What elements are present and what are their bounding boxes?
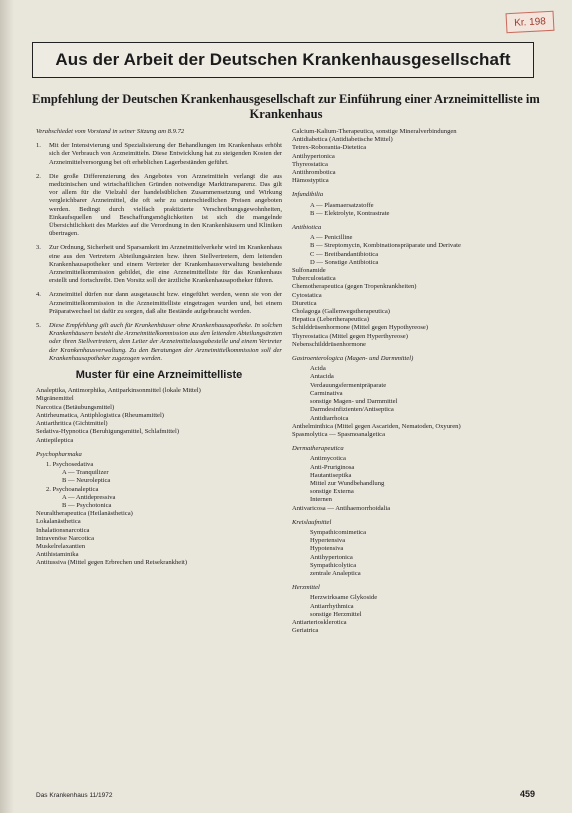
muster-heading: Muster für eine Arzneimittelliste [75, 369, 243, 382]
list-item: Sulfonamide [292, 267, 326, 275]
paragraph [36, 173, 282, 239]
list-item: Sedativa-Hypnotica (Beruhigungsmittel, Schlafmittel) [36, 428, 180, 436]
list-item: Geriatrica [292, 627, 319, 635]
list-item: Nebenschilddrüsenhormone [292, 340, 366, 348]
list-item: Antihypertonica [310, 553, 353, 561]
list-item: Antimycotica [310, 455, 346, 463]
section-herz: Herzmittel [292, 584, 320, 592]
list-item: Neuraltherapeutica (Heilanästhetica) [36, 510, 133, 518]
list-item: Cholagoga (Gallenwegstherapeutica) [292, 308, 390, 316]
list-item: Antirheumatica, Antiphlogistica (Rheumamittel) [36, 411, 164, 419]
list-item: Sympathicomimetica [310, 528, 367, 536]
drug-list-antibiotica [292, 234, 542, 349]
list-item: Hypotensiva [310, 545, 344, 553]
section-gastro: Gastroenterologica (Magen- und Darmmittel) [292, 355, 414, 363]
list-item: A — Plasmaersatzstoffe [310, 201, 374, 209]
list-item: Internen [310, 496, 332, 504]
paragraph-list [36, 142, 282, 363]
paragraph-text: Die große Differenzierung des Angebotes von Arzneimitteln verlangt die aus medizinischen und wirtschaftlichen Gründen notwendige Markttransparenz. Das gilt vor allem für die Vielzahl der handelsüblichen Zusammensetzung und Wirkung vergleichbarer Arzneimittel, die oft sehr zu unterschiedlichen Preisen angeboten werden. Bedingt durch vielfach praktizierte Verschreibungsgewohnheiten, Einkaufsquellen und Beschaffungsmöglichkeiten ist sich die mangelnde Übersichtlichkeit des Marktes auf die Verordnung in den Krankenhäusern und Kliniken übertragen. [49, 172, 282, 238]
list-item: sonstige Magen- und Darmmittel [310, 398, 398, 406]
header-box [32, 42, 534, 78]
paragraph-text: Zur Ordnung, Sicherheit und Sparsamkeit im Arzneimittelverkehr wird im Krankenhaus eine aus den Vertretern Abteilungsärzten bzw. ihren Stellvertretern, dem leitenden Krankenhausapotheker und einem Vertreter der Krankenhausverwaltung bestehende Arzneimittelkommission gebildet, die eine Arzneimittelliste für das Krankenhaus erstellt und fortschreibt. Den Vorsitz soll der ärztliche Krankenhausapotheker führen. [49, 244, 282, 285]
list-item: Tetrex-Roborantia-Dietetica [292, 144, 367, 152]
list-item: Acida [310, 365, 326, 373]
list-item: Antidiabetica (Antidiabetische Mittel) [292, 136, 393, 144]
paragraph-text: Arzneimittel dürfen nur dann ausgetauscht bzw. eingeführt werden, wenn sie von der Arzneimittelkommission in die Arzneimittelliste eingetragen wurden und, bei einem Präparatwechsel ist dafür zu sorgen, daß alte Bestände aufgebraucht werden. [49, 291, 282, 315]
list-item: Schilddrüsenhormone (Mittel gegen Hypothyreose) [292, 324, 429, 332]
list-item: Antidiarrhoica [310, 414, 349, 422]
paragraph-number: 2. [36, 172, 41, 180]
list-item: Thyreostatica [292, 160, 328, 168]
list-item: Antiarteriosklerotica [292, 618, 347, 626]
list-item: B — Neuroleptica [62, 477, 111, 485]
list-item: Sympathicolytica [310, 561, 357, 569]
list-item: Diuretica [292, 299, 317, 307]
list-item: Darmdesinfizienten/Antiseptica [310, 406, 394, 414]
list-item: Tuberculostatica [292, 275, 336, 283]
list-item: 1. Psychosedativa [46, 460, 94, 468]
page-edge-shadow [0, 0, 14, 813]
drug-list-right-top [292, 128, 542, 185]
intro-note: Verabschiedet vom Vorstand in seiner Sitzung am 8.9.72 [36, 128, 185, 135]
list-item: Muskelrelaxantien [36, 542, 86, 550]
paragraph-text: Mit der Intensivierung und Spezialisierung der Behandlungen im Krankenhaus erhöht sich der Verbrauch von Arzneimitteln. Diese Entwicklung hat zu steigenden Kosten der Arzneimittelversorgung bei oft erheblichen Lagerbeständen geführt. [49, 142, 282, 166]
list-item: Anti-Pruriginosa [310, 463, 355, 471]
list-item: Carminativa [310, 389, 343, 397]
list-item: 2. Psychoanaleptica [46, 485, 99, 493]
list-item: Intravenöse Narcotica [36, 534, 95, 542]
list-item: Hepatica (Lebertherapeutica) [292, 316, 370, 324]
list-item: C — Breitbandantibiotica [310, 250, 379, 258]
list-item: B — Streptomycin, Kombinationspräparate und Derivate [310, 242, 461, 250]
drug-list-left [36, 387, 282, 444]
list-item: Antiepileptica [36, 436, 74, 444]
page-number: 459 [520, 789, 536, 799]
section-kreislauf: Kreislaufmittel [292, 518, 332, 526]
list-item: A — Tranquilizer [62, 469, 109, 477]
list-item: Verdauungsfermentpräparate [310, 381, 387, 389]
list-item: sonstige Externa [310, 488, 354, 496]
drug-list-psychopharmaka [36, 461, 282, 568]
list-item: Chemotherapeutica (gegen Tropenkrankheiten) [292, 283, 417, 291]
list-item: Antihypertonica [292, 152, 335, 160]
list-item: Herzwirksame Glykoside [310, 594, 378, 602]
list-item: Migränemittel [36, 395, 74, 403]
list-item: Cytostatica [292, 291, 322, 299]
section-psychopharmaka: Psychopharmaka [36, 450, 82, 458]
list-item: Antihistaminika [36, 551, 79, 559]
section-infundibilia: Infundibilia [292, 191, 324, 199]
paragraph-number: 3. [36, 244, 41, 252]
paragraph [36, 322, 282, 363]
drug-list-kreislauf [292, 529, 542, 578]
list-item: Antiarthritica (Gichtmittel) [36, 420, 108, 428]
paragraph-number: 1. [36, 142, 41, 150]
list-item: A — Penicilline [310, 234, 353, 242]
list-item: Mittel zur Wundbehandlung [310, 479, 385, 487]
list-item: Antiarrhythmica [310, 602, 354, 610]
paragraph [36, 142, 282, 167]
list-item: Antithrombotica [292, 169, 336, 177]
footer-journal: Das Krankenhaus 11/1972 [36, 792, 113, 799]
list-item: Hautantiseptika [310, 471, 352, 479]
list-item: zentrale Analeptica [310, 569, 361, 577]
page-title: Aus der Arbeit der Deutschen Krankenhausgesellschaft [55, 50, 511, 69]
paragraph [36, 291, 282, 316]
list-item: B — Elektrolyte, Kontrastrate [310, 209, 390, 217]
drug-list-infundibilia [292, 202, 542, 218]
list-item: D — Sonstige Antibiotica [310, 258, 379, 266]
list-item: A — Antidepressiva [62, 493, 116, 501]
drug-list-derm [292, 455, 542, 512]
list-item: sonstige Herzmittel [310, 610, 362, 618]
paragraph-number: 5. [36, 322, 41, 330]
archive-stamp: Kr. 198 [506, 11, 555, 33]
list-item: Lokalanästhetica [36, 518, 81, 526]
article-subtitle: Empfehlung der Deutschen Krankenhausgesellschaft zur Einführung einer Arzneimittelliste im Krankenhaus [32, 92, 540, 121]
list-item: B — Psychotonica [62, 501, 112, 509]
paragraph-text: Diese Empfehlung gilt auch für Krankenhäuser ohne Krankenhausapotheke. In solchen Krankenhäusern besteht die Arzneimittelkommission aus den leitenden Abteilungsärzten oder ihren Stellvertretern, dem Leiter der Arzneimittelausgabestelle und einem Vertreter der Krankenhausverwaltung. Zu den Beratungen der Arzneimittelkommission soll der Krankenhausapotheker zugezogen werden. [49, 322, 282, 362]
left-column [36, 128, 282, 568]
paragraph [36, 244, 282, 285]
list-item: Inhalationsnarcotica [36, 526, 90, 534]
list-item: Calcium-Kalium-Therapeutica, sonstige Mineralverbindungen [292, 128, 457, 135]
list-item: Antivaricosa — Antihaemorrhoidalia [292, 504, 391, 512]
right-column [292, 128, 542, 635]
paragraph-number: 4. [36, 291, 41, 299]
section-antibiotica: Antibiotica [292, 224, 322, 232]
list-item: Antitussiva (Mittel gegen Erbrechen und Reisekrankheit) [36, 559, 188, 567]
list-item: Analeptika, Antimorphika, Antiparkinsonmittel (lokale Mittel) [36, 387, 201, 395]
list-item: Hypertensiva [310, 537, 346, 545]
list-item: Antacida [310, 373, 334, 381]
list-item: Anthelminthica (Mittel gegen Ascariden, Nematoden, Oxyuren) [292, 422, 461, 430]
list-item: Thyreostatica (Mittel gegen Hyperthyreose) [292, 332, 408, 340]
section-derm: Dermatherapeutica [292, 445, 344, 453]
drug-list-herz [292, 594, 542, 635]
list-item: Spasmolytica — Spasmoanalgetica [292, 430, 386, 438]
list-item: Hämostyptica [292, 177, 329, 185]
drug-list-gastro [292, 365, 542, 439]
list-item: Narcotica (Betäubungsmittel) [36, 403, 115, 411]
